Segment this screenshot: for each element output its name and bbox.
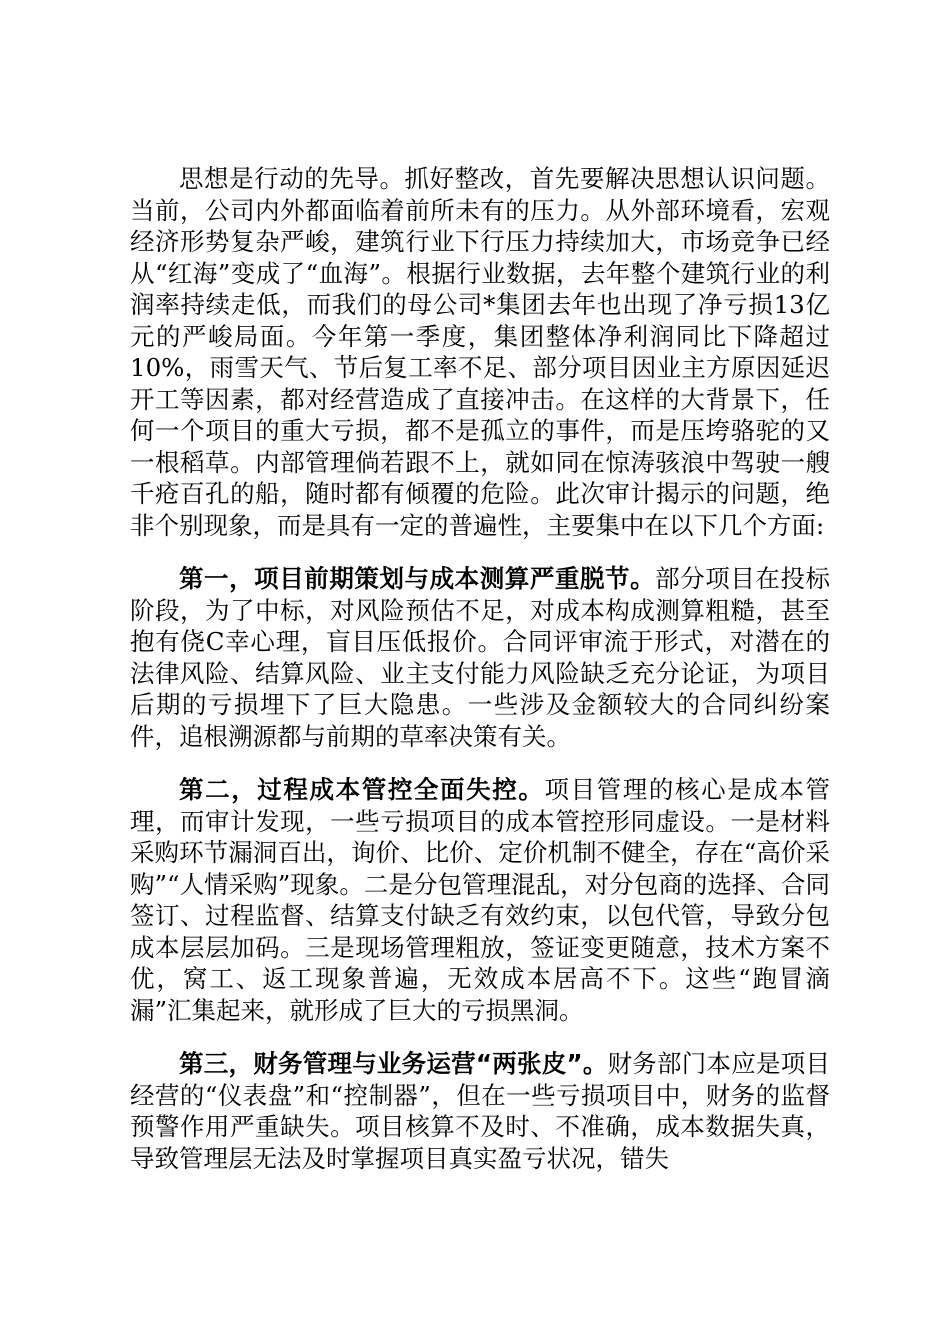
paragraph-body: 思想是行动的先导。抓好整改，首先要解决思想认识问题。当前，公司内外都面临着前所未有的压力。从外部环境看，宏观经济形势复杂严峻，建筑行业下行压力持续加大，市场竞争已经从“红海”变成了“血海”。根据行业数据，去年整个建筑行业的利润率持续走低，而我们的母公司*集团去年也出现了净亏损13亿元的严峻局面。今年第一季度，集团整体净利润同比下降超过10%，雨雪天气、节后复工率不足、部分项目因业主方原因延迟开工等因素，都对经营造成了直接冲击。在这样的大背景下，任何一个项目的重大亏损，都不是孤立的事件，而是压垮骆驼的又一根稻草。内部管理倘若跟不上，就如同在惊涛骇浪中驾驶一艘千疮百孔的船，随时都有倾覆的危险。此次审计揭示的问题，绝非个别现象，而是具有一定的普遍性，主要集中在以下几个方面: [130,164,830,540]
paragraph-body: 部分项目在投标阶段，为了中标，对风险预估不足，对成本构成测算粗糙，甚至抱有侥C幸心理，盲目压低报价。合同评审流于形式，对潜在的法律风险、结算风险、业主支付能力风险缺乏充分论证，为项目后期的亏损埋下了巨大隐患。一些涉及金额较大的合同纠纷案件，追根溯源都与前期的草率决策有关。 [130,564,830,751]
paragraph-point-one [130,563,830,752]
paragraph-lead: 第三，财务管理与业务运营“两张皮”。 [179,1049,608,1078]
paragraph-body: 项目管理的核心是成本管理，而审计发现，一些亏损项目的成本管控形同虚设。一是材料采购环节漏洞百出，询价、比价、定价机制不健全，存在“高价采购”“人情采购”现象。二是分包管理混乱，对分包商的选择、合同签订、过程监督、结算支付缺乏有效约束，以包代管，导致分包成本层层加码。三是现场管理粗放，签证变更随意，技术方案不优，窝工、返工现象普遍，无效成本居高不下。这些“跑冒滴漏”汇集起来，就形成了巨大的亏损黑洞。 [130,775,831,1025]
document-page [130,163,830,1196]
paragraph-body: 财务部门本应是项目经营的“仪表盘”和“控制器”，但在一些亏损项目中，财务的监督预警作用严重缺失。项目核算不及时、不准确，成本数据失真，导致管理层无法及时掌握项目真实盈亏状况，错失 [130,1049,830,1173]
paragraph-lead: 第二，过程成本管控全面失控。 [179,775,545,804]
paragraph-point-two [130,774,830,1026]
paragraph-intro [130,163,830,541]
paragraph-point-three [130,1048,830,1174]
paragraph-lead: 第一，项目前期策划与成本测算严重脱节。 [179,564,656,593]
